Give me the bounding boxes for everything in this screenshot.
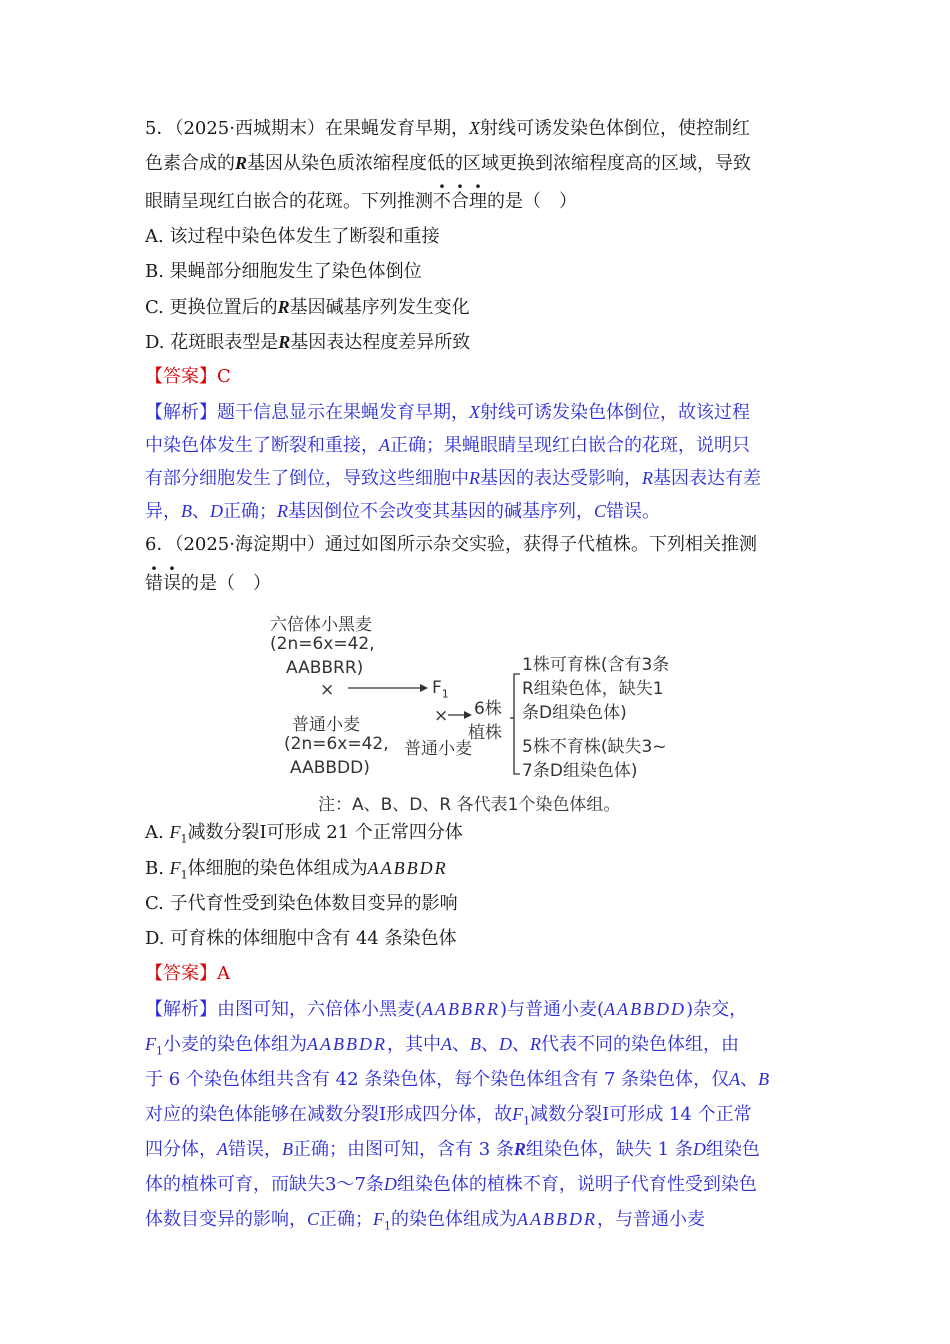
branch-bracket bbox=[510, 670, 522, 780]
cross-diagram bbox=[262, 610, 692, 815]
q5-answer: 【答案】C bbox=[145, 366, 231, 387]
arrow-to-f1 bbox=[348, 680, 428, 696]
q6-stem-line2: 错误的是（ ） bbox=[145, 573, 271, 594]
q6-analysis-line4: 对应的染色体能够在减数分裂Ⅰ形成四分体，故$F_1$减数分裂Ⅰ可形成 14 个正常 bbox=[145, 1104, 752, 1128]
sterile-text-1: 5株不育株(缺失3~ bbox=[522, 737, 667, 757]
q5-option-d: D. 花斑眼表型是R基因表达程度差异所致 bbox=[145, 332, 471, 353]
q5-analysis-line2: 中染色体发生了断裂和重接，A正确；果蝇眼睛呈现红白嵌合的花斑，说明只 bbox=[145, 435, 750, 456]
q6-option-c: C. 子代育性受到染色体数目变异的影响 bbox=[145, 893, 458, 914]
fertile-text-1: 1株可育株(含有3条 bbox=[522, 655, 670, 675]
q5-analysis-line3: 有部分细胞发生了倒位，导致这些细胞中R基因的表达受影响，R基因表达有差 bbox=[145, 468, 761, 489]
figure-note: 注：A、B、D、R 各代表1个染色体组。 bbox=[318, 795, 621, 815]
parent2-name: 普通小麦 bbox=[292, 715, 360, 735]
offspring-count: 6株 bbox=[474, 699, 502, 719]
q5-analysis-line1: 【解析】题干信息显示在果蝇发育早期，X射线可诱发染色体倒位，故该过程 bbox=[145, 402, 750, 423]
offspring-label: 植株 bbox=[468, 723, 502, 743]
fertile-text-3: 条D组染色体) bbox=[522, 703, 627, 723]
q6-answer: 【答案】A bbox=[145, 963, 230, 984]
q5-option-b: B. 果蝇部分细胞发生了染色体倒位 bbox=[145, 261, 422, 282]
q6-option-a: A. $F_1$减数分裂Ⅰ可形成 21 个正常四分体 bbox=[145, 822, 463, 846]
sterile-text-2: 7条D组染色体) bbox=[522, 761, 638, 781]
q6-analysis-line3: 于 6 个染色体组共含有 42 条染色体，每个染色体组含有 7 条染色体，仅A、B bbox=[145, 1069, 770, 1090]
cross-symbol: × bbox=[320, 680, 335, 700]
q5-option-c: C. 更换位置后的R基因碱基序列发生变化 bbox=[145, 297, 470, 318]
q6-analysis-line7: 体数目变异的影响，C正确；$F_1$的染色体组成为AABBDR，与普通小麦 bbox=[145, 1209, 705, 1233]
q6-option-b: B. $F_1$体细胞的染色体组成为AABBDR bbox=[145, 858, 448, 882]
q6-analysis-line6: 体的植株可育，而缺失3～7条D组染色体的植株不育，说明子代育性受到染色 bbox=[145, 1174, 757, 1195]
parent1-formula: (2n=6x=42, bbox=[270, 634, 375, 654]
q5-option-a: A. 该过程中染色体发生了断裂和重接 bbox=[145, 226, 440, 247]
parent2-formula: (2n=6x=42, bbox=[284, 734, 389, 754]
q5-stem-line2: 色素合成的R基因从染色质浓缩程度低的区域更换到浓缩程度高的区域，导致 bbox=[145, 153, 752, 174]
q6-stem-line1: 6．（2025·海淀期中）通过如图所示杂交实验，获得子代植株。下列相关推测 bbox=[145, 534, 757, 555]
q5-stem-line3: 眼睛呈现红白嵌合的花斑。下列推测不合理的是（ ） bbox=[145, 191, 577, 212]
backcross-symbol: × bbox=[434, 706, 449, 726]
q6-analysis-line5: 四分体，A错误，B正确；由图可知，含有 3 条R组染色体，缺失 1 条D组染色 bbox=[145, 1139, 760, 1160]
q6-option-d: D. 可育株的体细胞中含有 44 条染色体 bbox=[145, 928, 457, 949]
backcross-parent: 普通小麦 bbox=[404, 739, 472, 759]
q5-stem-line1: 5．（2025·西城期末）在果蝇发育早期，X射线可诱发染色体倒位，使控制红 bbox=[145, 118, 750, 139]
parent2-genome: AABBDD) bbox=[290, 758, 370, 778]
f1-label: $F_1$ bbox=[432, 678, 449, 701]
q5-analysis-line4: 异，B、D正确；R基因倒位不会改变其基因的碱基序列，C错误。 bbox=[145, 501, 661, 522]
q6-analysis-line1: 【解析】由图可知，六倍体小黑麦(AABBRR)与普通小麦(AABBDD)杂交， bbox=[145, 999, 748, 1020]
q6-analysis-line2: $F_1$小麦的染色体组为AABBDR，其中A、B、D、R代表不同的染色体组，由 bbox=[145, 1034, 739, 1058]
parent1-genome: AABBRR) bbox=[286, 658, 364, 678]
fertile-text-2: R组染色体，缺失1 bbox=[522, 679, 664, 699]
parent1-name: 六倍体小黑麦 bbox=[270, 615, 372, 635]
